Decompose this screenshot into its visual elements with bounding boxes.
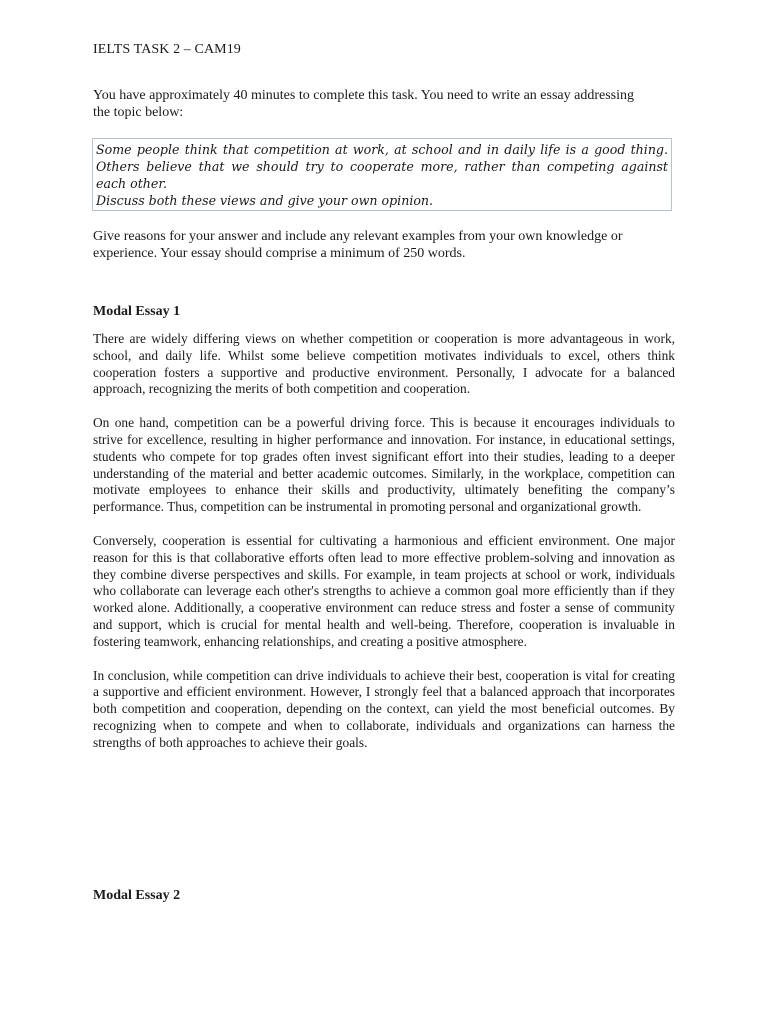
essay-1-paragraph-competition: On one hand, competition can be a powerful driving force. This is because it encourages individuals to strive for excellence, resulting in higher performance and innovation. For instance, in educational settings, students who compete for top grades often invest significant effort into their studies, leading to a deeper understanding of the material and better academic outcomes. Similarly, in the workplace, competition can motivate employees to enhance their skills and productivity, ultimately benefiting the company’s performance. Thus, competition can be instrumental in promoting personal and organizational growth. (93, 415, 675, 515)
essay-1-body (93, 331, 675, 769)
essay-1-paragraph-cooperation: Conversely, cooperation is essential for cultivating a harmonious and efficient environment. One major reason for this is that collaborative efforts often lead to more effective problem-solving and innovation as they combine diverse perspectives and skills. For example, in team projects at school or work, individuals who collaborate can leverage each other's strengths to achieve a common goal more efficiently than if they worked alone. Additionally, a cooperative environment can reduce stress and foster a sense of community and support, which is crucial for mental health and well-being. Therefore, cooperation is invaluable in fostering teamwork, enhancing relationships, and creating a positive atmosphere. (93, 532, 675, 649)
topic-question: Discuss both these views and give your own opinion. (96, 193, 434, 208)
essay-1-heading: Modal Essay 1 (93, 304, 181, 319)
essay-topic-box (92, 138, 672, 211)
essay-1-paragraph-introduction: There are widely differing views on whether competition or cooperation is more advantageous in work, school, and daily life. Whilst some believe competition motivates individuals to excel, others think cooperation fosters a supportive and productive environment. Personally, I advocate for a balanced approach, recognizing the merits of both competition and cooperation. (93, 331, 675, 397)
document-title: IELTS TASK 2 – CAM19 (93, 42, 241, 57)
task-intro: You have approximately 40 minutes to complete this task. You need to write an essay addressing the topic below: (93, 88, 634, 120)
essay-1-paragraph-conclusion: In conclusion, while competition can drive individuals to achieve their best, cooperation is vital for creating a supportive and efficient environment. However, I strongly feel that a balanced approach that incorporates both competition and cooperation, depending on the context, can yield the most beneficial outcomes. By recognizing when to compete and when to collaborate, individuals and organizations can harness the strengths of both approaches to achieve their goals. (93, 667, 675, 750)
task-instructions: Give reasons for your answer and include any relevant examples from your own knowledge or experience. Your essay should comprise a minimum of 250 words. (93, 229, 623, 261)
topic-statement: Some people think that competition at work, at school and in daily life is a good thing. Others believe that we should try to cooperate more, rather than competing against each other. (96, 142, 668, 191)
essay-2-heading: Modal Essay 2 (93, 888, 181, 903)
